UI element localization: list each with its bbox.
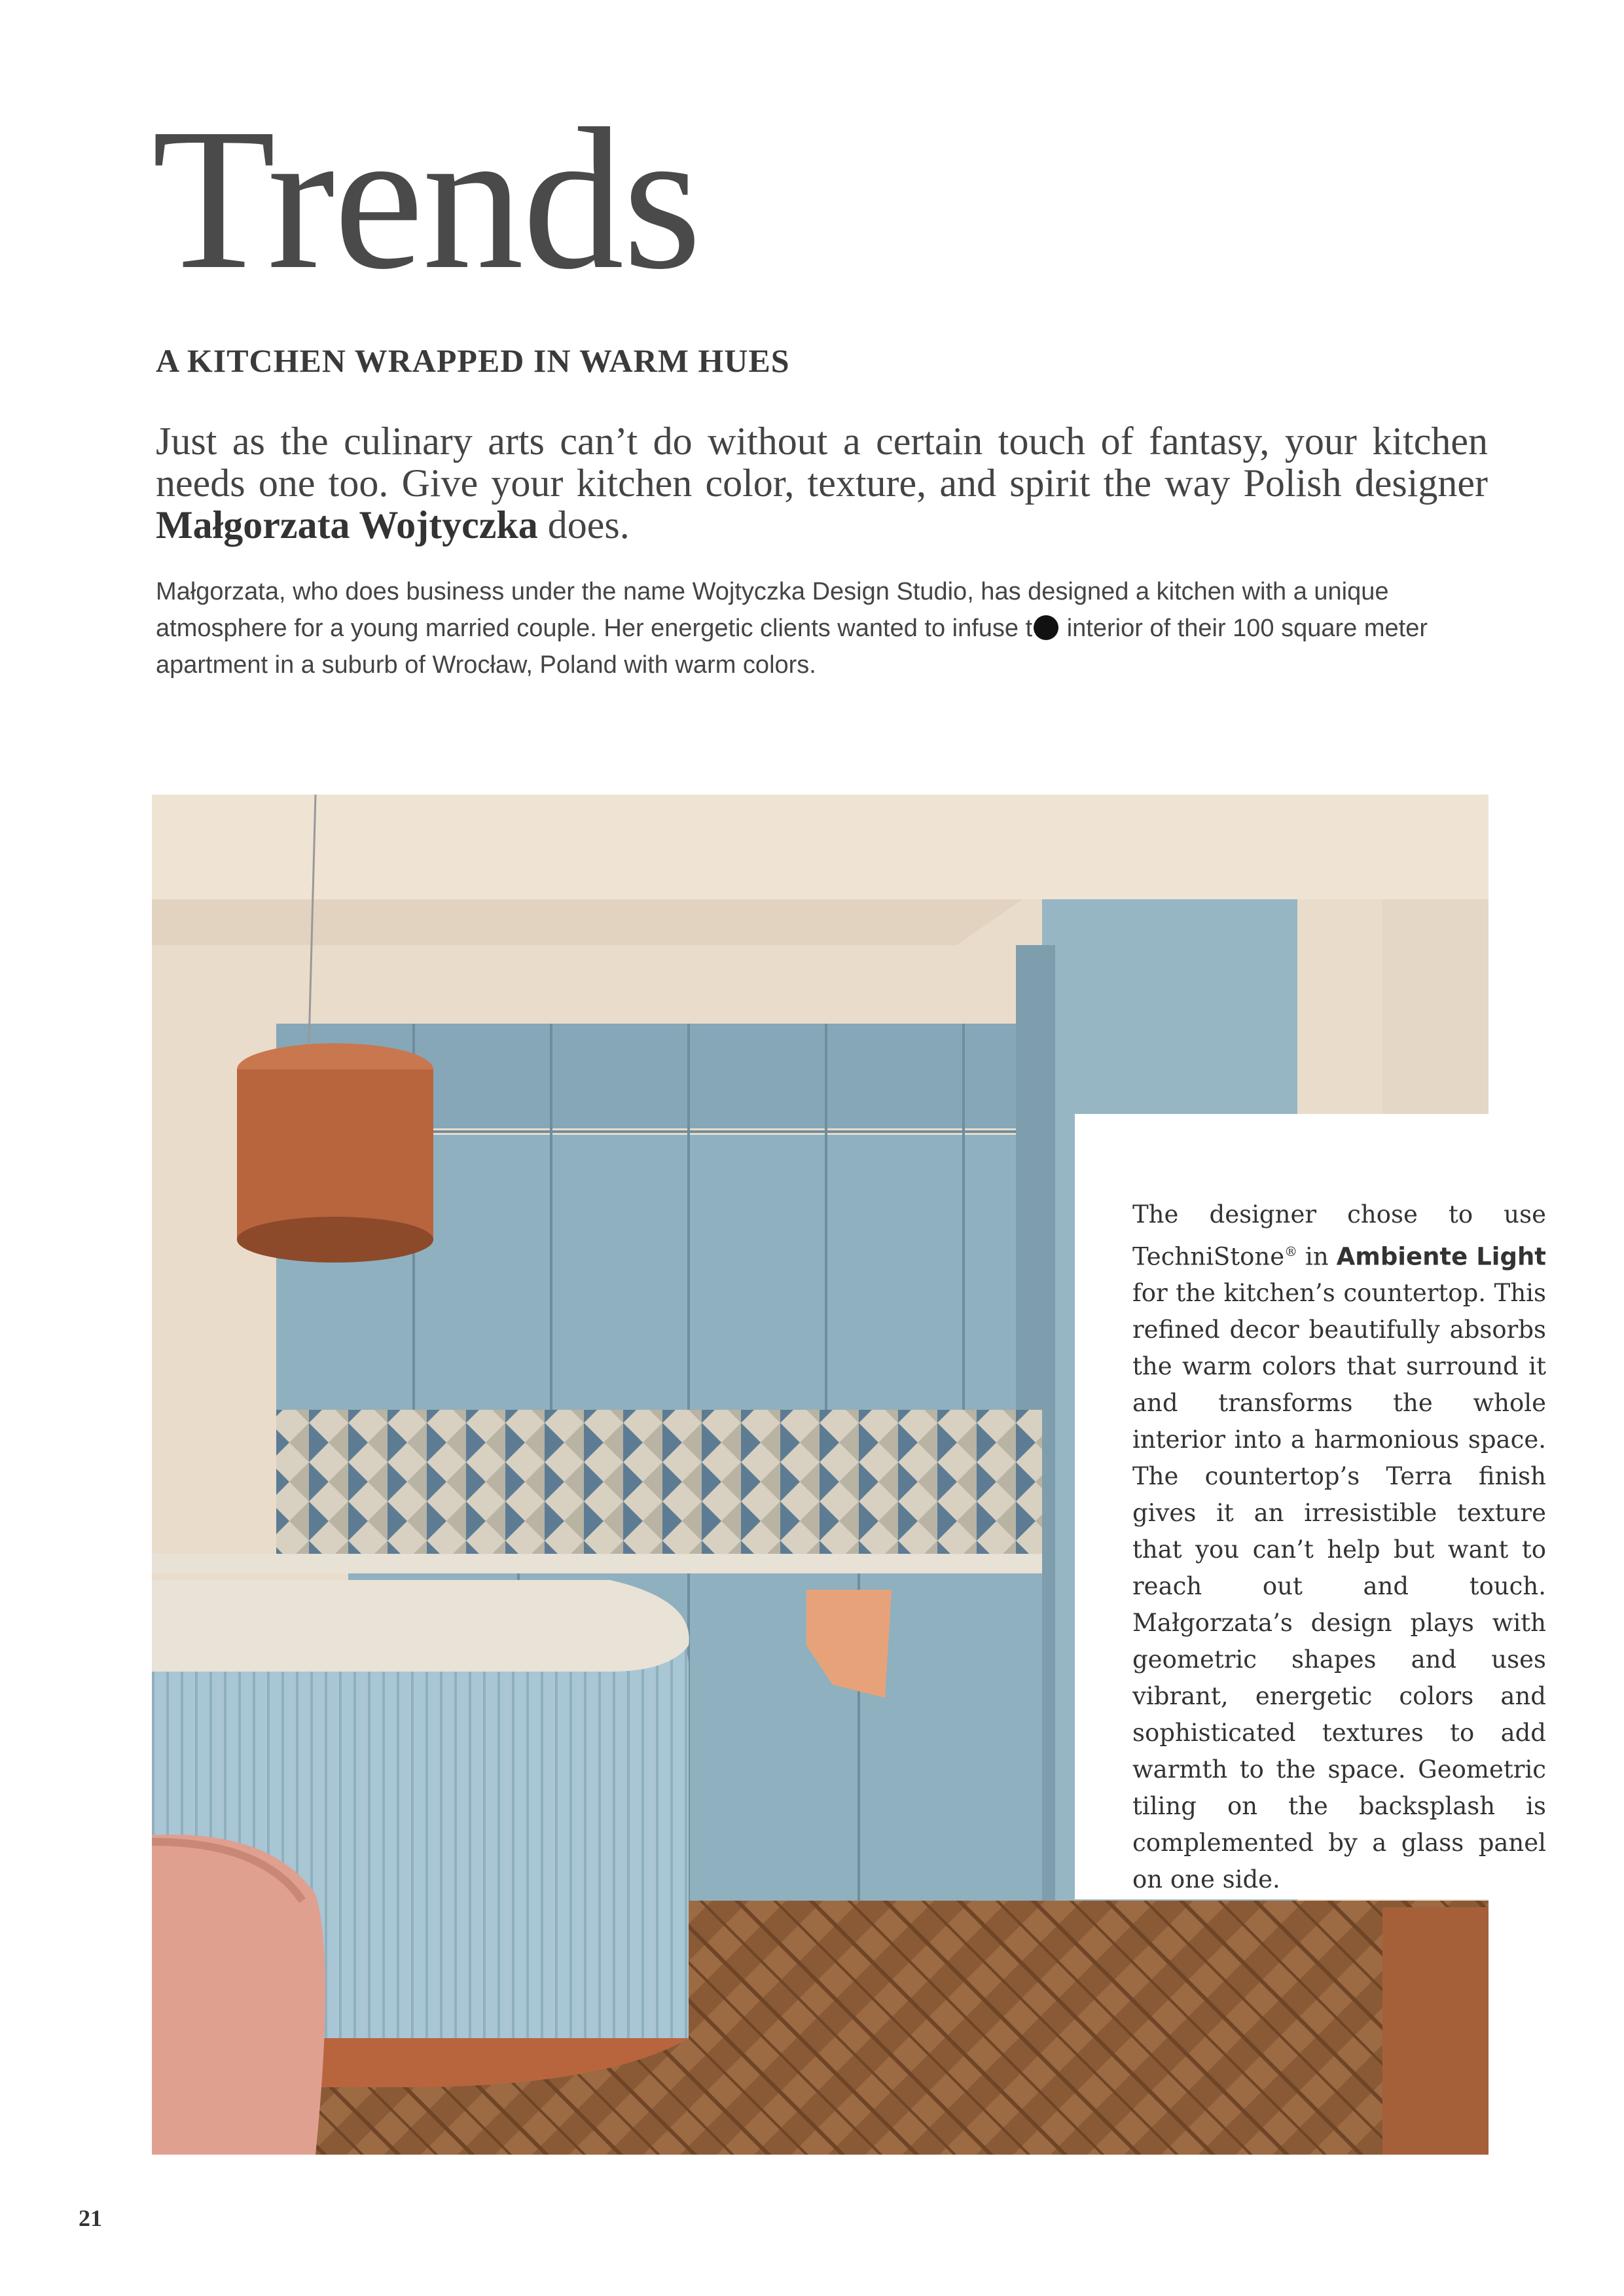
island-countertop	[152, 1580, 689, 1672]
caption-text-middle: in	[1297, 1242, 1337, 1271]
countertop	[152, 1554, 1042, 1573]
wooden-door	[1382, 1907, 1489, 2155]
page-number: 21	[79, 2205, 102, 2231]
page-title: Trends	[152, 87, 700, 312]
lead-paragraph	[156, 420, 1488, 546]
ceiling	[152, 795, 1489, 899]
body-paragraph	[156, 573, 1488, 683]
product-name: Ambiente Light	[1336, 1242, 1546, 1271]
registered-mark: ®	[1284, 1244, 1298, 1259]
designer-name: Małgorzata Wojtyczka	[156, 503, 538, 547]
caption-text-end: for the kitchen’s countertop. This refined decor beautifully absorbs the warm colors that surround it and transforms the whole interior into a harmonious space. The countertop’s Terra finish gives it an irresistible texture that you can’t help but want to reach out and touch. Małgorzata’s design plays with geometric shapes and uses vibrant, energetic colors and sophisticated textures to add warmth to the space. Geometric tiling on the backsplash is complemented by a glass panel on one side.	[1132, 1279, 1546, 1894]
lead-text-start: Just as the culinary arts can’t do without a certain touch of fantasy, your kitchen needs one too. Give your kitchen color, texture, and spirit the way Polish designer	[156, 420, 1488, 505]
copper-hood	[237, 1069, 433, 1240]
pink-chair	[152, 1835, 325, 2155]
lead-text-end: does.	[537, 503, 630, 547]
photo-caption	[1132, 1196, 1546, 1898]
ink-blot	[1034, 615, 1058, 640]
article-subtitle: A KITCHEN WRAPPED IN WARM HUES	[156, 342, 790, 379]
body-text-start: Małgorzata, who does business under the name Wojtyczka Design Studio, has designed a kitchen with a unique atmosphere for a young married couple. Her energetic clients wanted to infuse t	[156, 578, 1389, 642]
backsplash-tiles	[276, 1410, 1042, 1560]
body-text-end: interior of their 100 square meter apartment in a suburb of Wrocław, Poland with warm colors.	[156, 615, 1428, 679]
caption-text-start: The designer chose to use TechniStone	[1132, 1200, 1546, 1271]
